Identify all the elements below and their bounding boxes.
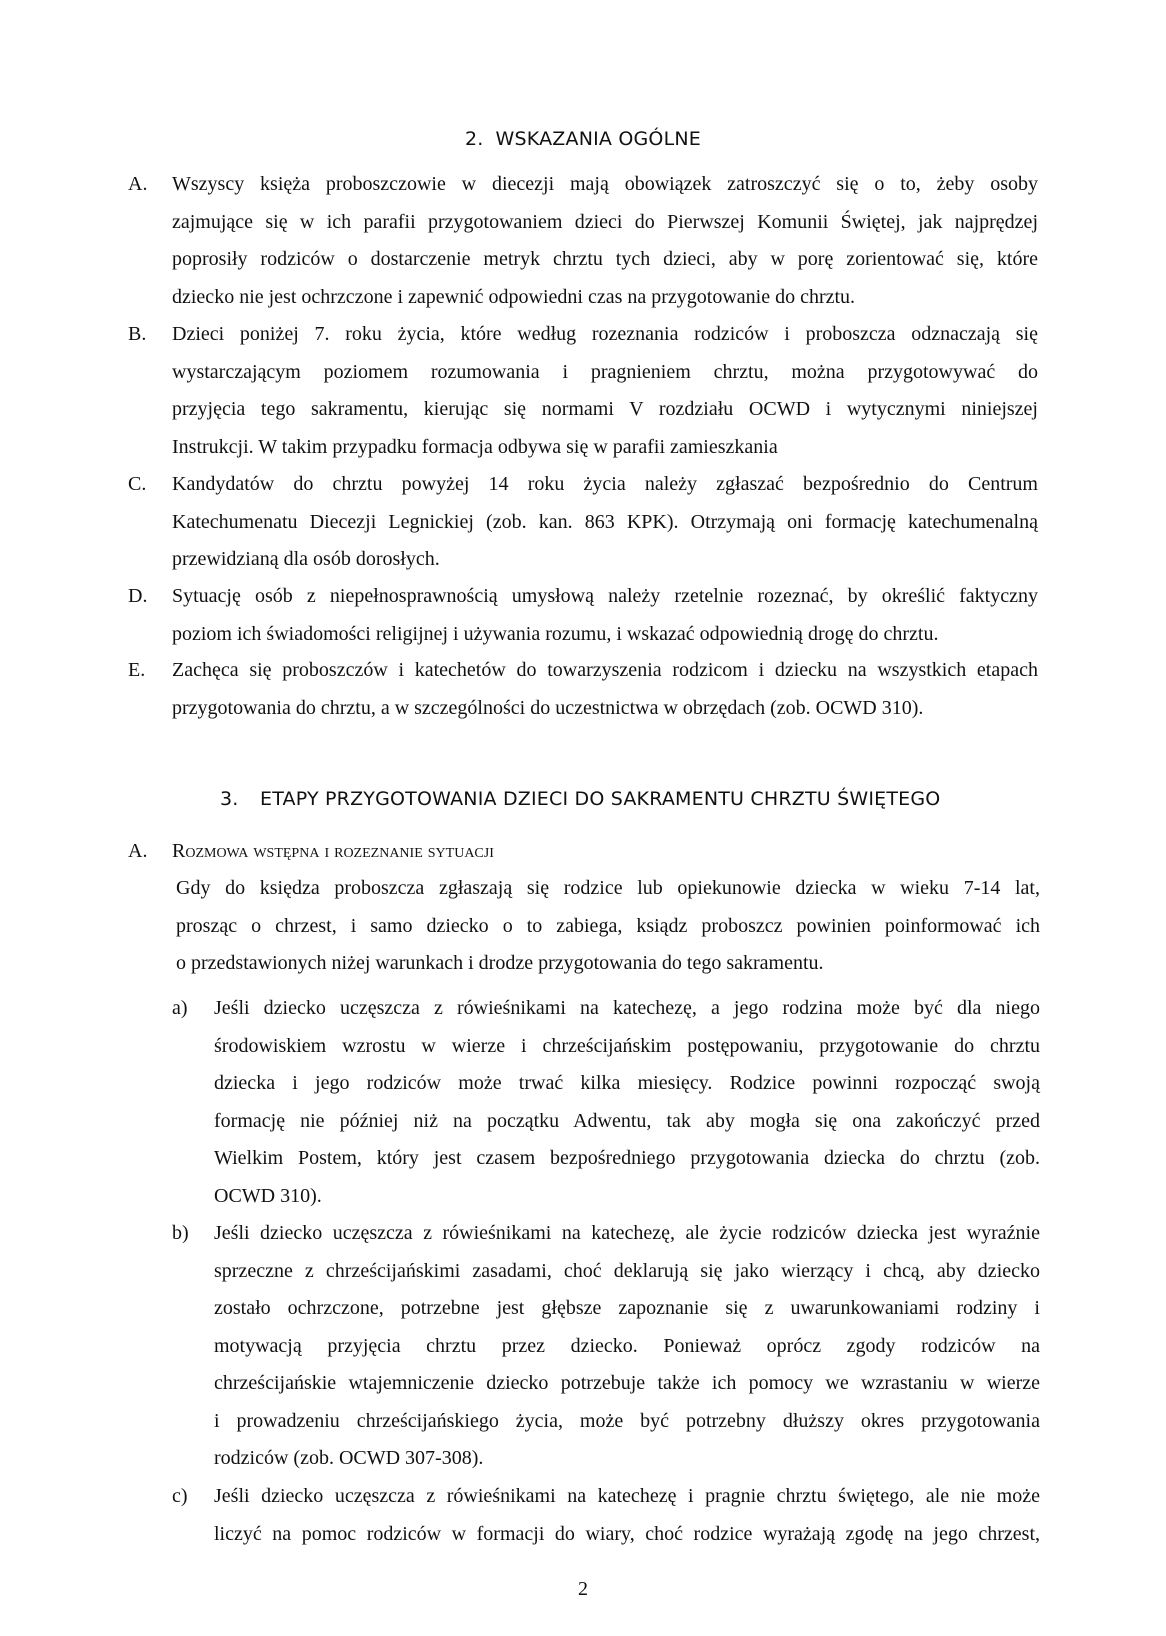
list-marker: B. xyxy=(128,323,147,345)
list-item-text xyxy=(172,316,1038,466)
point-marker: c) xyxy=(172,1485,188,1507)
text-line: Jeśli dziecko uczęszcza z rówieśnikami na katechezę, a jego rodzina może być dla niego xyxy=(214,997,1040,1019)
point-a xyxy=(172,990,1040,1215)
text-line: przygotowania do chrztu, a w szczególności do uczestnictwa w obrzędach (zob. OCWD 310). xyxy=(172,696,924,719)
point-b xyxy=(172,1215,1040,1478)
list-item-text xyxy=(172,578,1038,653)
point-marker: a) xyxy=(172,997,188,1019)
text-line: i prowadzeniu chrześcijańskiego życia, może być potrzebny dłuższy okres przygotowania xyxy=(214,1409,1040,1432)
point-text xyxy=(214,1215,1040,1478)
list-marker: D. xyxy=(128,585,148,607)
list-item-c xyxy=(128,466,1040,579)
list-marker: C. xyxy=(128,473,147,495)
text-line: o przedstawionych niżej warunkach i drodze przygotowania do tego sakramentu. xyxy=(176,952,824,974)
section-3-title: ETAPY PRZYGOTOWANIA DZIECI DO SAKRAMENTU CHRZTU ŚWIĘTEGO xyxy=(260,788,941,810)
text-line: Zachęca się proboszczów i katechetów do towarzyszenia rodzicom i dziecku na wszystkich etapach xyxy=(172,659,1038,681)
point-c xyxy=(172,1478,1040,1553)
text-line: Instrukcji. W takim przypadku formacja odbywa się w parafii zamieszkania xyxy=(172,435,778,458)
text-line: Wielkim Postem, który jest czasem bezpośredniego przygotowania dziecka do chrztu (zob. xyxy=(214,1147,1040,1169)
list-marker: E. xyxy=(128,659,146,681)
text-line: sprzeczne z chrześcijańskimi zasadami, choć deklarują się jako wierzący i chcą, aby dziecko xyxy=(214,1259,1040,1282)
list-item-text xyxy=(172,166,1038,316)
text-line: chrześcijańskie wtajemniczenie dziecko potrzebuje także ich pomocy we wzrastaniu w wierze xyxy=(214,1372,1040,1394)
text-line: OCWD 310). xyxy=(214,1184,322,1207)
text-line: Wszyscy księża proboszczowie w diecezji mają obowiązek zatroszczyć się o to, żeby osoby xyxy=(172,173,1038,195)
text-line: Gdy do księdza proboszcza zgłaszają się rodzice lub opiekunowie dziecka w wieku 7-14 lat, xyxy=(176,877,1040,899)
list-item-d xyxy=(128,578,1040,653)
text-line: Sytuację osób z niepełnosprawnością umysłową należy rzetelnie rozeznać, by określić faktyczny xyxy=(172,585,1038,607)
list-item-a xyxy=(128,166,1040,316)
text-line: zajmujące się w ich parafii przygotowaniem dzieci do Pierwszej Komunii Świętej, jak najprędzej xyxy=(172,210,1038,233)
point-text xyxy=(214,990,1040,1215)
point-text xyxy=(214,1478,1040,1553)
text-line: dziecka i jego rodziców może trwać kilka miesięcy. Rodzice powinni rozpocząć swoją xyxy=(214,1072,1040,1094)
text-line: Katechumenatu Diecezji Legnickiej (zob. kan. 863 KPK). Otrzymają oni formację katechumenalną xyxy=(172,510,1038,533)
list-item-b xyxy=(128,316,1040,466)
text-line: przewidzianą dla osób dorosłych. xyxy=(172,548,440,570)
text-line: poprosiły rodziców o dostarczenie metryk chrztu tych dzieci, aby w porę zorientować się, które xyxy=(172,248,1038,270)
text-line: motywacją przyjęcia chrztu przez dziecko. Ponieważ oprócz zgody rodziców na xyxy=(214,1334,1040,1357)
list-marker: A. xyxy=(128,173,148,195)
text-line: formację nie później niż na początku Adwentu, tak aby mogła się ona zakończyć przed xyxy=(214,1109,1040,1132)
text-line: wystarczającym poziomem rozumowania i pragnieniem chrztu, można przygotowywać do xyxy=(172,360,1038,383)
subsection-intro xyxy=(176,870,1040,983)
text-line: przyjęcia tego sakramentu, kierując się normami V rozdziału OCWD i wytycznymi niniejszej xyxy=(172,398,1038,420)
list-item-text xyxy=(172,652,1038,727)
text-line: dziecko nie jest ochrzczone i zapewnić odpowiedni czas na przygotowanie do chrztu. xyxy=(172,285,856,308)
point-marker: b) xyxy=(172,1222,189,1244)
section-2-title: WSKAZANIA OGÓLNE xyxy=(495,128,701,150)
subsection-title: Rozmowa wstępna i rozeznanie sytuacji xyxy=(172,840,494,862)
list-item-text xyxy=(172,466,1038,579)
text-line: Dzieci poniżej 7. roku życia, które według rozeznania rodziców i proboszcza odznaczają się xyxy=(172,323,1038,345)
text-line: prosząc o chrzest, i samo dziecko o to zabiega, ksiądz proboszcz powinien poinformować ich xyxy=(176,914,1040,937)
text-line: środowiskiem wzrostu w wierze i chrześcijańskim postępowaniu, przygotowanie do chrztu xyxy=(214,1034,1040,1057)
text-line: Jeśli dziecko uczęszcza z rówieśnikami na katechezę, ale życie rodziców dziecka jest wyraźnie xyxy=(214,1222,1040,1244)
text-line: poziom ich świadomości religijnej i używania rozumu, i wskazać odpowiednią drogę do chrztu. xyxy=(172,622,939,645)
section-2-heading xyxy=(0,128,1166,150)
page-number: 2 xyxy=(578,1578,588,1600)
list-item-e xyxy=(128,652,1040,727)
subsection-marker: A. xyxy=(128,840,148,862)
section-2-number: 2. xyxy=(464,128,484,150)
text-line: Jeśli dziecko uczęszcza z rówieśnikami na katechezę i pragnie chrztu świętego, ale nie może xyxy=(214,1485,1040,1507)
text-line: rodziców (zob. OCWD 307-308). xyxy=(214,1447,484,1469)
text-line: zostało ochrzczone, potrzebne jest głębsze zapoznanie się z uwarunkowaniami rodziny i xyxy=(214,1297,1040,1319)
text-line: liczyć na pomoc rodziców w formacji do wiary, choć rodzice wyrażają zgodę na jego chrzest, xyxy=(214,1522,1040,1545)
text-line: Kandydatów do chrztu powyżej 14 roku życia należy zgłaszać bezpośrednio do Centrum xyxy=(172,473,1038,495)
section-3-number: 3. xyxy=(220,788,239,810)
